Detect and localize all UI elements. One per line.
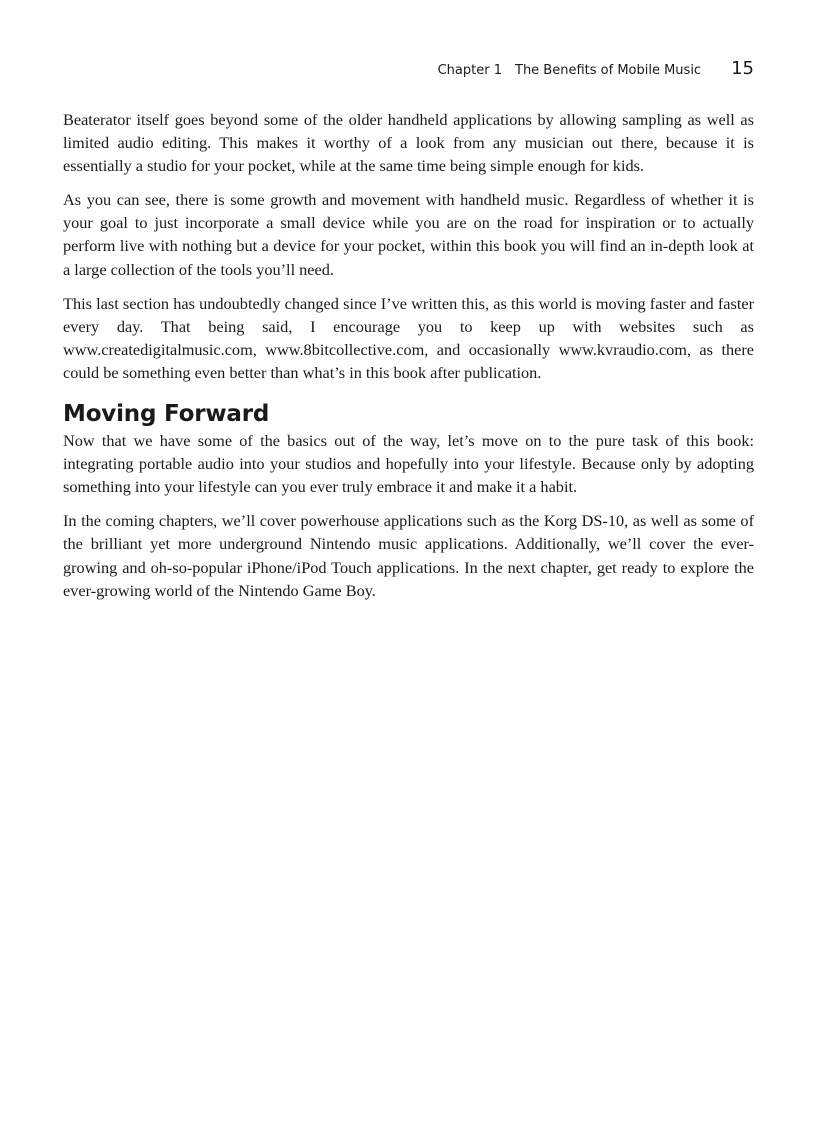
- paragraph: As you can see, there is some growth and movement with handheld music. Regardless of whether it is your goal to just incorporate a small device while you are on the road for inspiration or to actually perform live with nothing but a device for your pocket, within this book you will find an in-depth look at a large collection of the tools you’ll need.: [63, 190, 754, 279]
- chapter-title: The Benefits of Mobile Music: [515, 63, 702, 78]
- paragraph: This last section has undoubtedly changed since I’ve written this, as this world is moving faster and faster every day. That being said, I encourage you to keep up with websites such as www.createdigitalmusic.com, www.8bitcollective.com, and occasionally www.kvraudio.com, as there could be something even better than what’s in this book after publication.: [63, 293, 754, 382]
- paragraph: In the coming chapters, we’ll cover powerhouse applications such as the Korg DS-10, as well as some of the brilliant yet more underground Nintendo music applications. Additionally, we’ll cover the ever-growing and oh-so-popular iPhone/iPod Touch applications. In the next chapter, get ready to explore the ever-growing world of the Nintendo Game Boy.: [63, 511, 754, 600]
- page-number: 15: [731, 58, 754, 79]
- paragraph: Beaterator itself goes beyond some of the older handheld applications by allowing sampling as well as limited audio editing. This makes it worthy of a look from any musician out there, because it is essentially a studio for your pocket, while at the same time being simple enough for kids.: [63, 110, 754, 176]
- paragraph: Now that we have some of the basics out of the way, let’s move on to the pure task of this book: integrating portable audio into your studios and hopefully into your lifestyle. Because only by adopting something into your lifestyle can you ever truly embrace it and make it a habit.: [63, 431, 754, 497]
- running-head: [438, 58, 754, 82]
- body-text: [63, 108, 754, 613]
- section-heading: Moving Forward: [63, 401, 270, 428]
- chapter-label: Chapter 1: [437, 63, 502, 78]
